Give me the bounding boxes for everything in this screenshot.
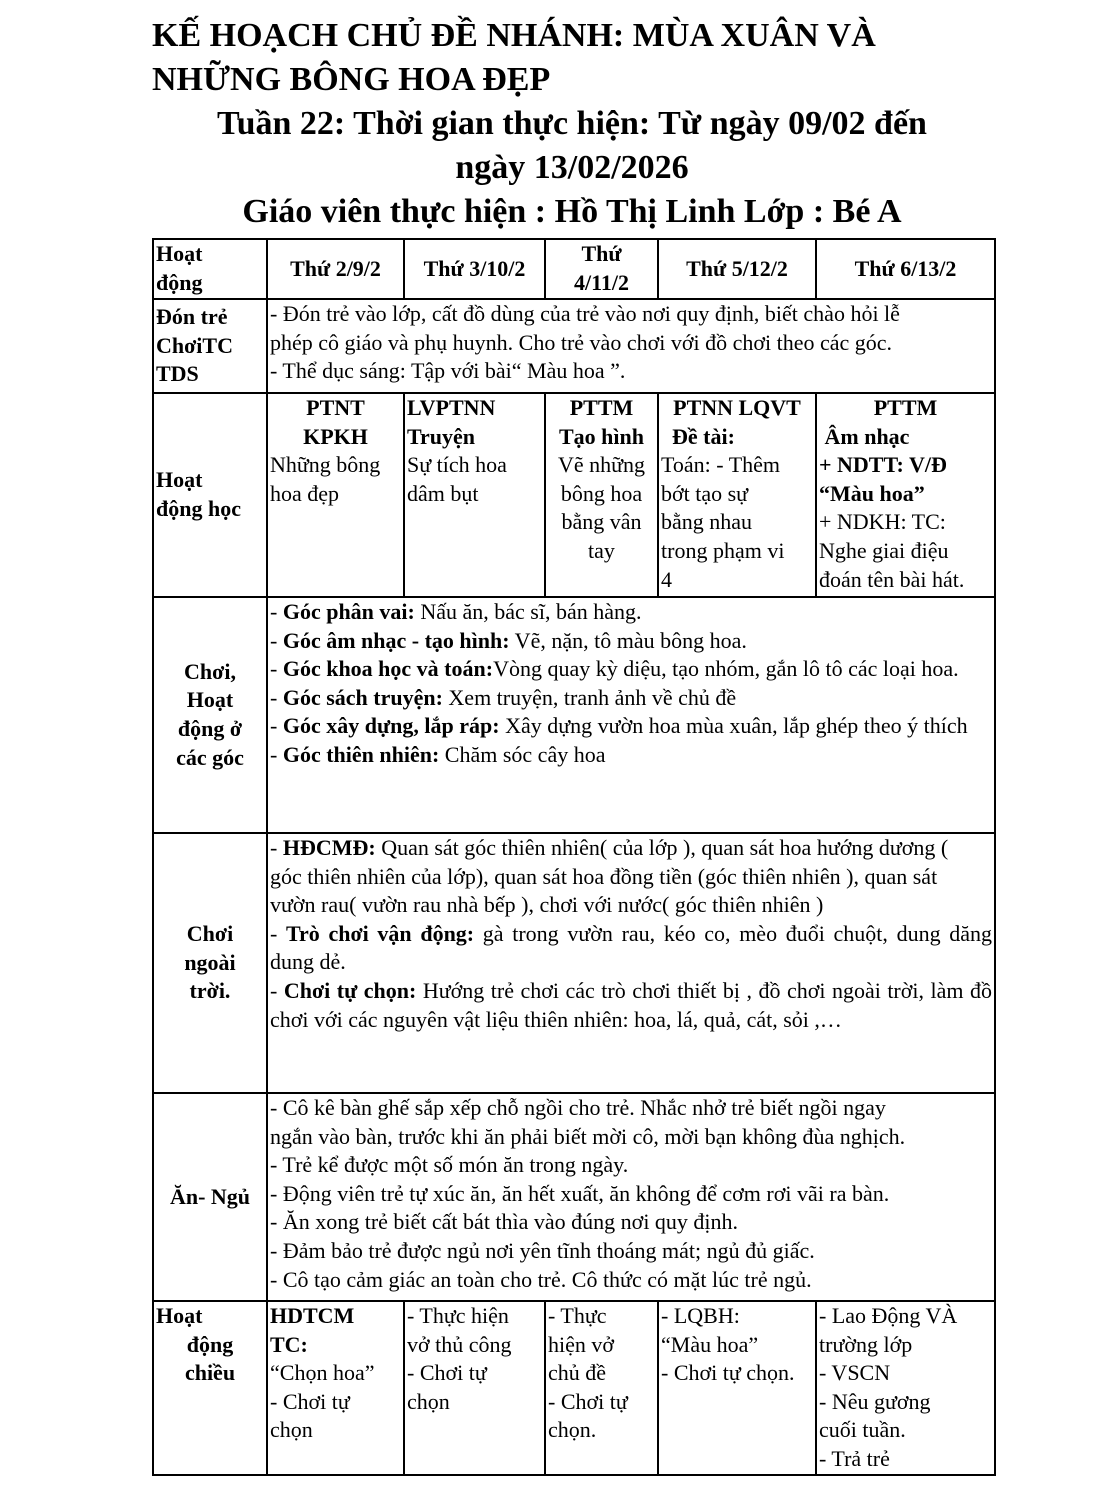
corner-item: - Góc phân vai: Nấu ăn, bác sĩ, bán hàng. bbox=[270, 599, 642, 624]
label-hoat-dong-hoc: Hoạt động học bbox=[153, 393, 267, 597]
lesson-cell-tue: LVPTNN Truyện Sự tích hoa dâm bụt bbox=[404, 393, 545, 597]
corner-item: - Góc sách truyện: Xem truyện, tranh ảnh về chủ đề bbox=[270, 684, 737, 710]
header-day-thu: Thứ 5/12/2 bbox=[658, 239, 816, 299]
weekly-plan-table bbox=[152, 238, 996, 1476]
row-hoat-dong-hoc bbox=[153, 393, 995, 597]
label-choi-goc: Chơi, Hoạt động ở các góc bbox=[153, 597, 267, 833]
header-day-wed: Thứ 4/11/2 bbox=[545, 239, 658, 299]
header-day-fri: Thứ 6/13/2 bbox=[816, 239, 995, 299]
title-date-line: ngày 13/02/2026 bbox=[455, 149, 689, 186]
meal-line: - Trẻ kể được một số món ăn trong ngày. bbox=[270, 1152, 629, 1178]
outdoor-item: - Trò chơi vận động: gà trong vườn rau, kéo co, mèo đuổi chuột, dung dăng dung dẻ. bbox=[270, 920, 992, 975]
title-line-2: NHỮNG BÔNG HOA ĐẸP bbox=[152, 61, 551, 98]
afternoon-cell-thu: - LQBH: “Màu hoa” - Chơi tự chọn. bbox=[658, 1301, 816, 1475]
label-don-tre: Đón trẻ ChơiTC TDS bbox=[153, 299, 267, 393]
don-tre-line: - Thể dục sáng: Tập với bài“ Màu hoa ”. bbox=[270, 358, 626, 384]
meal-line: - Cô tạo cảm giác an toàn cho trẻ. Cô thức có mặt lúc trẻ ngủ. bbox=[270, 1266, 812, 1292]
afternoon-cell-fri: - Lao Động VÀ trường lớp - VSCN - Nêu gương cuối tuần. - Trả trẻ bbox=[816, 1301, 995, 1475]
cell-don-tre-content bbox=[267, 299, 995, 393]
title-week-line: Tuần 22: Thời gian thực hiện: Từ ngày 09/02 đến bbox=[217, 105, 927, 142]
meal-line: - Ăn xong trẻ biết cất bát thìa vào đúng nơi quy định. bbox=[270, 1209, 739, 1235]
don-tre-line: phép cô giáo và phụ huynh. Cho trẻ vào chơi với đồ chơi theo các góc. bbox=[270, 329, 893, 355]
outdoor-item: - Chơi tự chọn: Hướng trẻ chơi các trò chơi thiết bị , đồ chơi ngoài trời, làm đồ chơi với các nguyên vật liệu thiên nhiên: hoa, lá, quả, cát, sỏi ,… bbox=[270, 977, 992, 1032]
row-ngoai-troi bbox=[153, 833, 995, 1093]
meal-line: ngắn vào bàn, trước khi ăn phải biết mời cô, mời bạn không đùa nghịch. bbox=[270, 1123, 906, 1149]
corner-item: - Góc xây dựng, lắp ráp: Xây dựng vườn hoa mùa xuân, lắp ghép theo ý thích bbox=[270, 713, 968, 739]
outdoor-item: - HĐCMĐ: Quan sát góc thiên nhiên( của lớp ), quan sát hoa hướng dương ( góc thiên nhiên của lớp), quan sát hoa đồng tiền (góc thiên nhiên ), quan sát vườn rau( vườn rau nhà bếp ), chơi với nước( góc thiên nhiên ) bbox=[270, 835, 949, 918]
cell-an-ngu-content bbox=[267, 1093, 995, 1301]
row-an-ngu bbox=[153, 1093, 995, 1301]
header-activity: Hoạt động bbox=[153, 239, 267, 299]
don-tre-line: - Đón trẻ vào lớp, cất đồ dùng của trẻ vào nơi quy định, biết chào hỏi lễ bbox=[270, 301, 900, 326]
cell-choi-goc-content bbox=[267, 597, 995, 833]
lesson-cell-fri: PTTM Âm nhạc + NDTT: V/Đ “Màu hoa” + NDKH: TC: Nghe giai điệu đoán tên bài hát. bbox=[816, 393, 995, 597]
meal-line: - Động viên trẻ tự xúc ăn, ăn hết xuất, ăn không để cơm rơi vãi ra bàn. bbox=[270, 1180, 890, 1206]
header-day-tue: Thứ 3/10/2 bbox=[404, 239, 545, 299]
title-line-1: KẾ HOẠCH CHỦ ĐỀ NHÁNH: MÙA XUÂN VÀ bbox=[152, 17, 876, 54]
afternoon-cell-wed: - Thực hiện vở chủ đề - Chơi tự chọn. bbox=[545, 1301, 658, 1475]
corner-item: - Góc thiên nhiên: Chăm sóc cây hoa bbox=[270, 741, 606, 767]
afternoon-cell-mon: HDTCM TC: “Chọn hoa” - Chơi tự chọn bbox=[267, 1301, 404, 1475]
label-ngoai-troi: Chơi ngoài trời. bbox=[153, 833, 267, 1093]
lesson-cell-wed: PTTM Tạo hình Vẽ những bông hoa bằng vân tay bbox=[545, 393, 658, 597]
header-day-mon: Thứ 2/9/2 bbox=[267, 239, 404, 299]
meal-line: - Đảm bảo trẻ được ngủ nơi yên tĩnh thoáng mát; ngủ đủ giấc. bbox=[270, 1237, 815, 1263]
lesson-cell-mon: PTNT KPKH Những bông hoa đẹp bbox=[267, 393, 404, 597]
label-chieu: Hoạt động chiều bbox=[153, 1301, 267, 1475]
afternoon-cell-tue: - Thực hiện vở thủ công - Chơi tự chọn bbox=[404, 1301, 545, 1475]
row-don-tre bbox=[153, 299, 995, 393]
lesson-cell-thu: PTNN LQVT Đề tài: Toán: - Thêm bớt tạo sự bằng nhau trong phạm vi 4 bbox=[658, 393, 816, 597]
corner-item: - Góc âm nhạc - tạo hình: Vẽ, nặn, tô màu bông hoa. bbox=[270, 627, 747, 653]
row-choi-goc bbox=[153, 597, 995, 833]
cell-ngoai-troi-content bbox=[267, 833, 995, 1093]
row-chieu bbox=[153, 1301, 995, 1475]
header-row bbox=[153, 239, 995, 299]
corner-item: - Góc khoa học và toán:Vòng quay kỳ diệu, tạo nhóm, gắn lô tô các loại hoa. bbox=[270, 656, 959, 682]
document-title bbox=[152, 14, 1002, 234]
label-an-ngu: Ăn- Ngủ bbox=[153, 1093, 267, 1301]
meal-line: - Cô kê bàn ghế sắp xếp chỗ ngồi cho trẻ. Nhắc nhở trẻ biết ngồi ngay bbox=[270, 1095, 886, 1120]
title-teacher-line: Giáo viên thực hiện : Hồ Thị Linh Lớp : Bé A bbox=[242, 193, 902, 230]
